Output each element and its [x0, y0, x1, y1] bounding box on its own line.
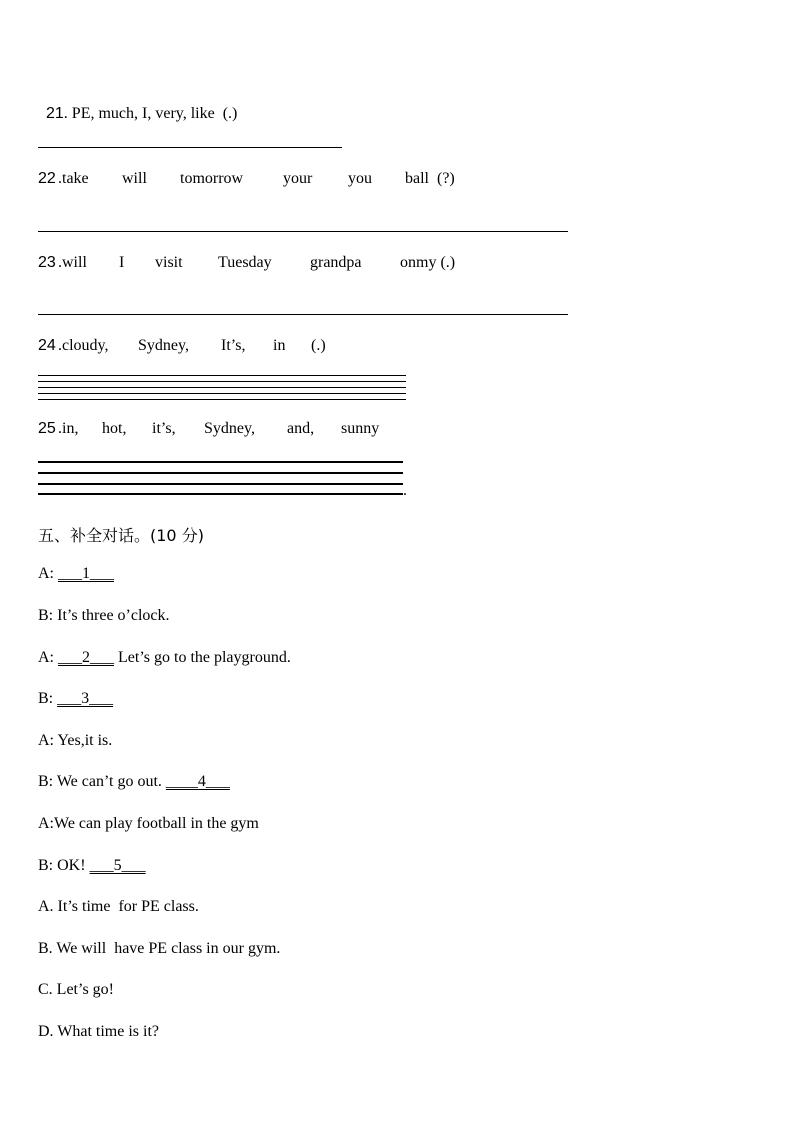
word: and, [287, 420, 315, 437]
word: (.) [311, 337, 326, 354]
blank-4[interactable]: ____4___ [165, 773, 230, 790]
option-a: A. It’s time for PE class. [38, 898, 199, 915]
word: sunny [341, 420, 380, 437]
speaker-text: Let’s go to the playground. [114, 649, 291, 666]
word: your [283, 170, 313, 187]
dialogue-line [38, 732, 112, 750]
answer-line[interactable] [38, 387, 406, 388]
word: Sydney, [204, 420, 255, 437]
word: you [348, 170, 372, 187]
word: grandpa [310, 254, 362, 271]
word: .in, [58, 420, 79, 437]
section-heading: 五、补全对话。(10 分) [38, 526, 204, 545]
question-text: . PE, much, I, very, like (.) [63, 105, 238, 122]
dialogue-line [38, 815, 259, 833]
option-c: C. Let’s go! [38, 981, 114, 998]
speaker-text: B: OK! [38, 857, 90, 874]
option-d: D. What time is it? [38, 1023, 160, 1040]
speaker-text: A: [38, 565, 58, 582]
question-number: 22 [38, 170, 56, 187]
answer-line[interactable] [38, 399, 406, 400]
answer-line[interactable] [38, 314, 568, 315]
speaker-text: A:We can play football in the gym [38, 815, 259, 832]
word: Sydney, [138, 337, 189, 354]
speaker-text: B: We can’t go out. [38, 773, 166, 790]
question-21 [38, 87, 237, 123]
blank-3[interactable]: ___3___ [57, 690, 114, 707]
word: will [122, 170, 147, 187]
dialogue-line [38, 565, 114, 583]
word: .will [58, 254, 87, 271]
blank-5[interactable]: ___5___ [89, 857, 146, 874]
speaker-text: A: Yes,it is. [38, 732, 113, 749]
question-number: 24 [38, 337, 56, 354]
word: visit [155, 254, 183, 271]
word: hot, [102, 420, 127, 437]
answer-line[interactable] [38, 375, 406, 376]
word: ball (?) [405, 170, 455, 187]
answer-line[interactable] [38, 472, 403, 474]
answer-line[interactable] [38, 147, 342, 148]
question-number: 25 [38, 420, 56, 437]
blank-2[interactable]: ___2___ [58, 649, 114, 666]
answer-line[interactable] [38, 393, 406, 394]
question-number: 23 [38, 254, 56, 271]
dialogue-line [38, 857, 146, 875]
end-period: . [403, 482, 407, 499]
speaker-text: A: [38, 649, 58, 666]
dialogue-line [38, 773, 230, 791]
word: .cloudy, [58, 337, 109, 354]
word: it’s, [152, 420, 176, 437]
dialogue-line [38, 690, 113, 708]
blank-1[interactable]: ___1___ [58, 565, 114, 582]
answer-line[interactable] [38, 461, 403, 463]
word: tomorrow [180, 170, 244, 187]
dialogue-line [38, 649, 291, 667]
word: It’s, [221, 337, 246, 354]
question-number: 21 [46, 105, 64, 122]
word: .take [58, 170, 89, 187]
word: onmy (.) [400, 254, 456, 271]
answer-line[interactable] [38, 493, 403, 495]
speaker-text: B: It’s three o’clock. [38, 607, 170, 624]
answer-line[interactable] [38, 231, 568, 232]
word: in [273, 337, 286, 354]
word: I [119, 254, 125, 271]
answer-line[interactable] [38, 483, 403, 485]
dialogue-line [38, 607, 170, 625]
speaker-text: B: [38, 690, 58, 707]
option-b: B. We will have PE class in our gym. [38, 940, 281, 957]
word: Tuesday [218, 254, 272, 271]
answer-line[interactable] [38, 381, 406, 382]
